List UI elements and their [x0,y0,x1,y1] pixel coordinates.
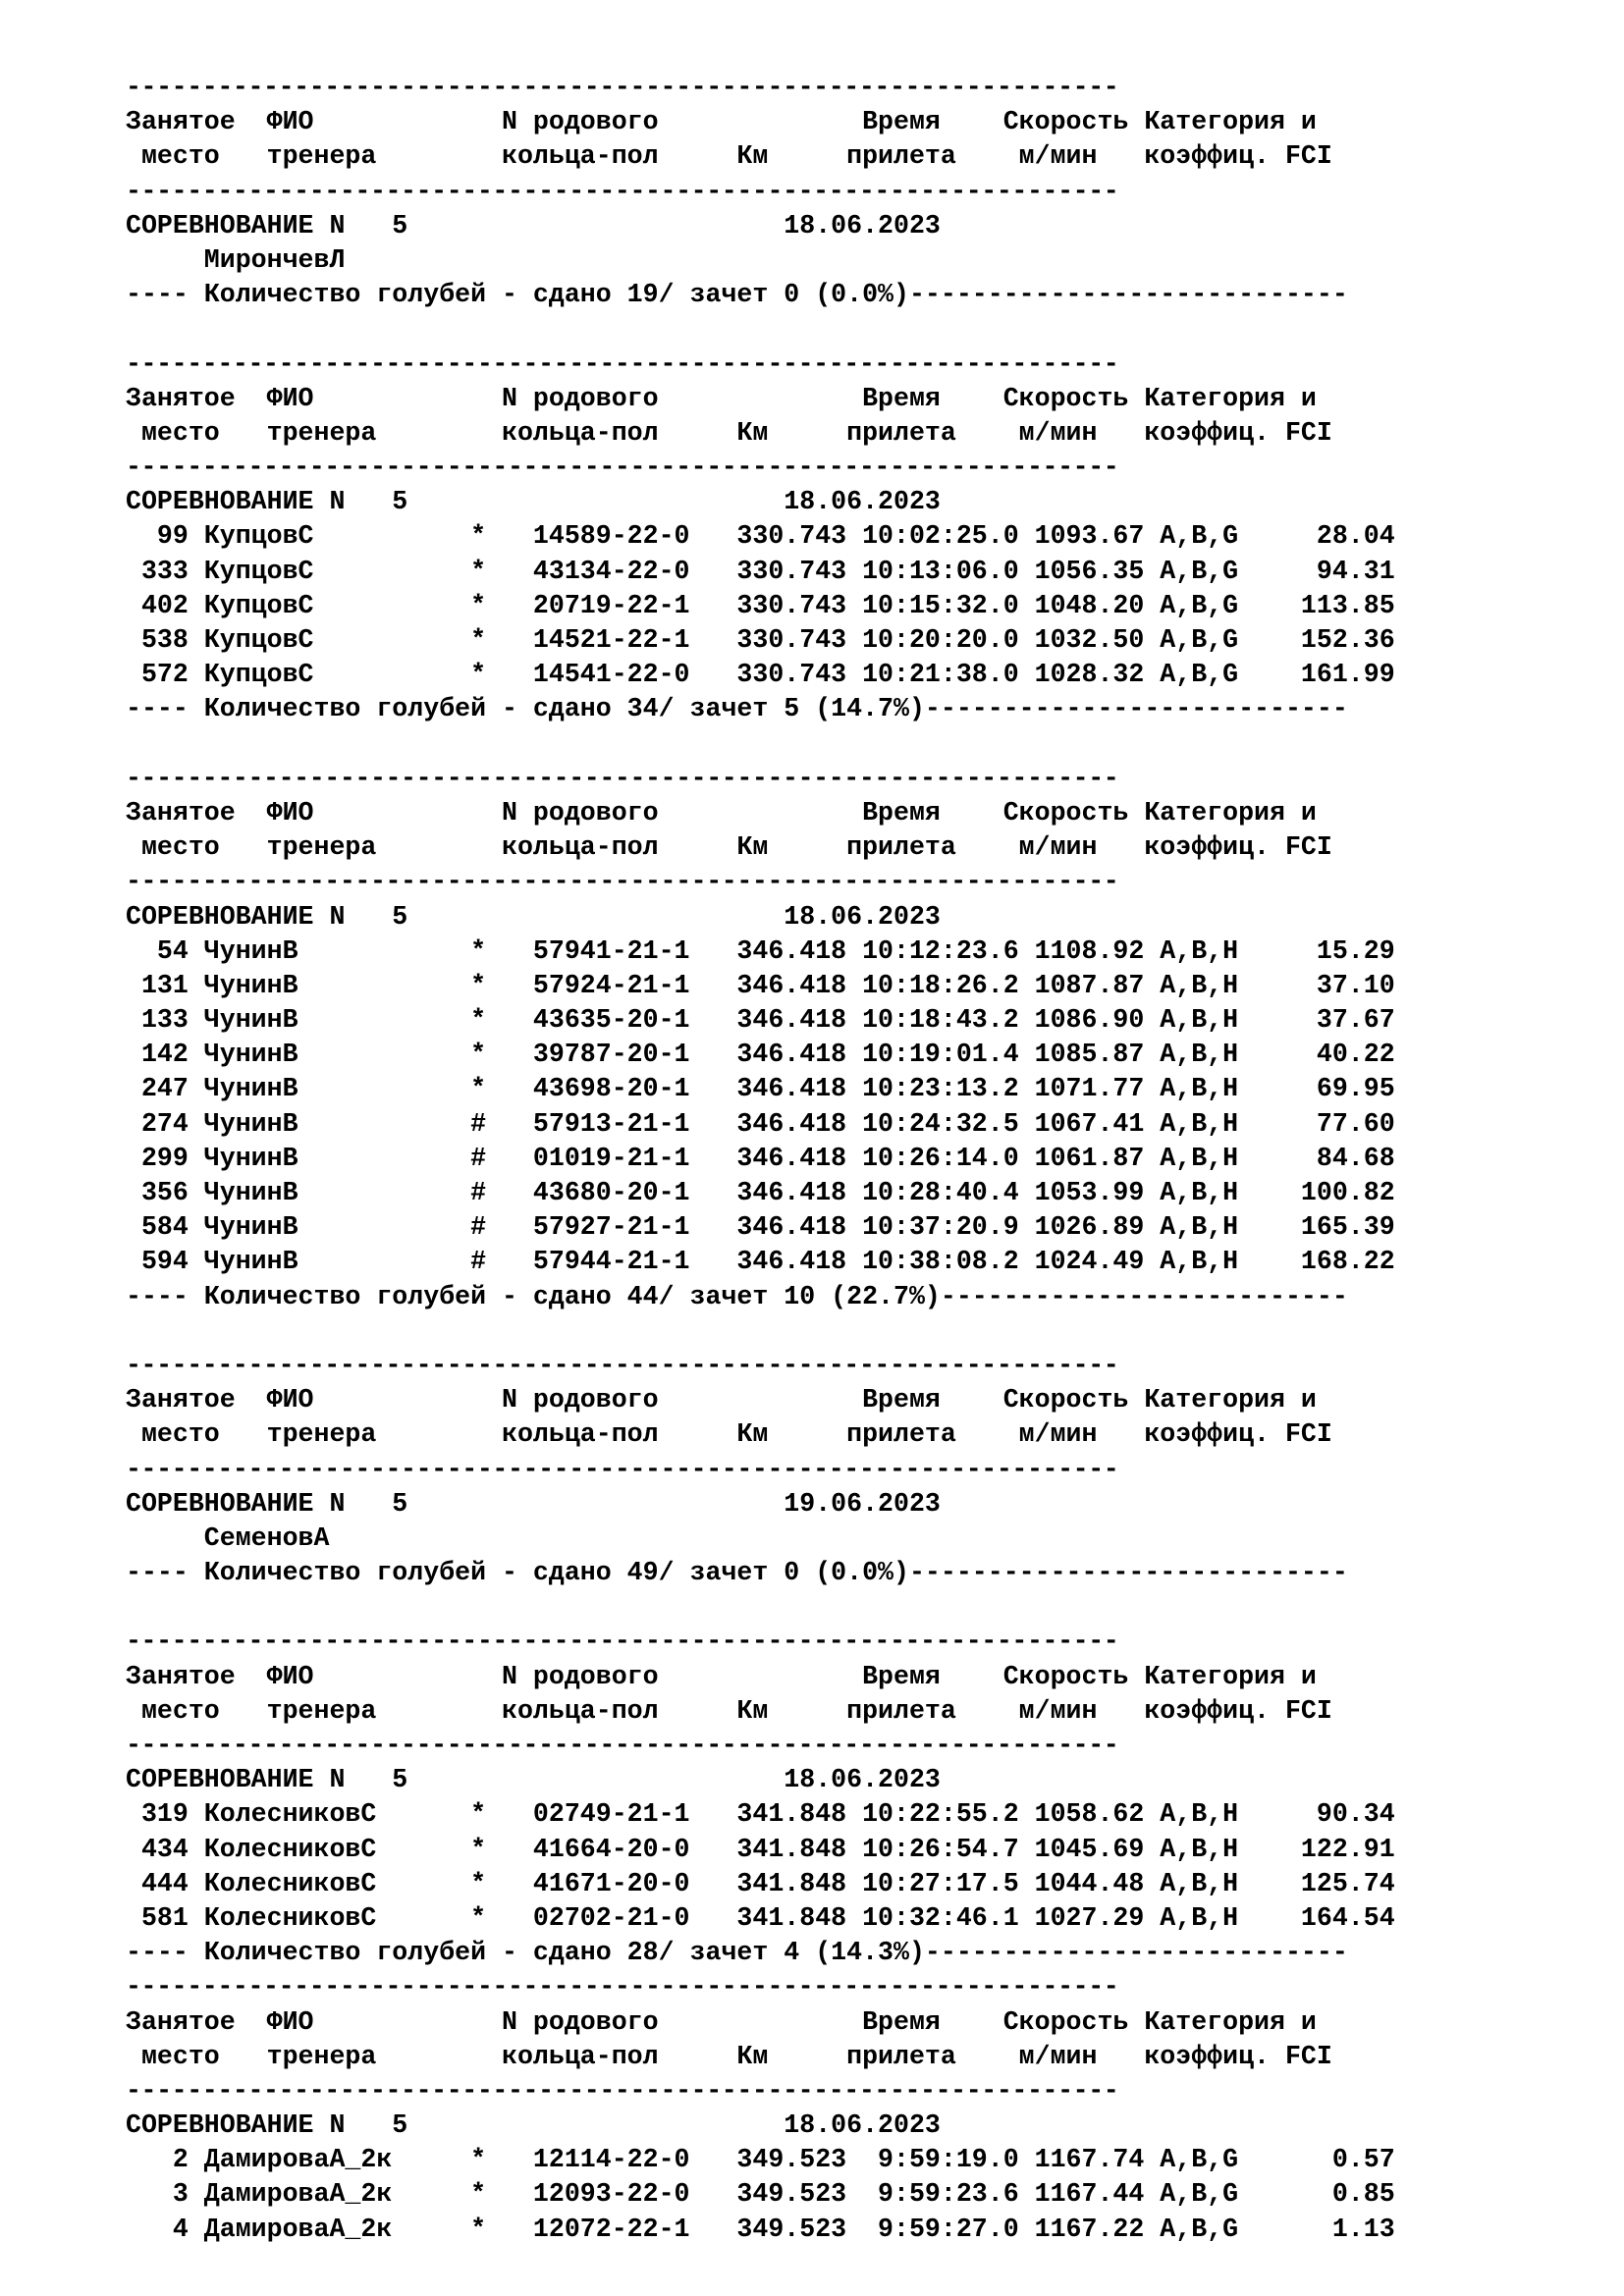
separator-line: ----------------------------------------------------------------- [126,176,1119,206]
separator-line: ----------------------------------------------------------------- [126,1627,1119,1657]
result-row: 133 ЧунинВ * 43635-20-1 346.418 10:18:43.2 1086.90 A,B,H 37.67 [126,1005,1395,1036]
result-row: 54 ЧунинВ * 57941-21-1 346.418 10:12:23.6 1108.92 A,B,H 15.29 [126,935,1395,966]
separator-line: ----------------------------------------------------------------- [126,1454,1119,1484]
result-row: 99 КупцовС * 14589-22-0 330.743 10:02:25.0 1093.67 A,B,G 28.04 [126,521,1395,552]
summary-line: ---- Количество голубей - сдано 44/ зачет 10 (22.7%)-------------------------- [126,1281,1348,1311]
summary-line: ---- Количество голубей - сдано 28/ зачет 4 (14.3%)--------------------------- [126,1938,1348,1968]
column-header-line: Занятое ФИО N родового Время Скорость Категория и [126,383,1317,413]
result-row: 584 ЧунинВ # 57927-21-1 346.418 10:37:20.9 1026.89 A,B,H 165.39 [126,1212,1395,1243]
competition-line: СОРЕВНОВАНИЕ N 5 18.06.2023 [126,2110,941,2141]
separator-line: ----------------------------------------------------------------- [126,1350,1119,1380]
separator-line: ----------------------------------------------------------------- [126,1731,1119,1760]
result-row: 4 ДамироваА_2к * 12072-22-1 349.523 9:59:27.0 1167.22 A,B,G 1.13 [126,2214,1395,2244]
blank-line [126,727,1598,762]
column-header-line: Занятое ФИО N родового Время Скорость Категория и [126,797,1317,828]
column-header-line: Занятое ФИО N родового Время Скорость Категория и [126,1661,1317,1691]
separator-line: ----------------------------------------------------------------- [126,73,1119,102]
column-header-line: место тренера кольца-пол Км прилета м/мин коэффиц. FCI [126,2041,1332,2071]
competition-line: СОРЕВНОВАНИЕ N 5 18.06.2023 [126,210,941,240]
summary-line: ---- Количество голубей - сдано 49/ зачет 0 (0.0%)---------------------------- [126,1558,1348,1588]
blank-line [126,312,1598,347]
result-row: 333 КупцовС * 43134-22-0 330.743 10:13:06.0 1056.35 A,B,G 94.31 [126,556,1395,586]
summary-line: ---- Количество голубей - сдано 34/ зачет 5 (14.7%)--------------------------- [126,694,1348,724]
result-row: 402 КупцовС * 20719-22-1 330.743 10:15:32.0 1048.20 A,B,G 113.85 [126,590,1395,620]
separator-line: ----------------------------------------------------------------- [126,867,1119,897]
column-header-line: Занятое ФИО N родового Время Скорость Категория и [126,2006,1317,2037]
column-header-line: место тренера кольца-пол Км прилета м/мин коэффиц. FCI [126,1419,1332,1450]
result-row: 2 ДамироваА_2к * 12114-22-0 349.523 9:59:19.0 1167.74 A,B,G 0.57 [126,2145,1395,2175]
result-row: 3 ДамироваА_2к * 12093-22-0 349.523 9:59:23.6 1167.44 A,B,G 0.85 [126,2179,1395,2210]
separator-line: ----------------------------------------------------------------- [126,763,1119,793]
summary-line: ---- Количество голубей - сдано 19/ зачет 0 (0.0%)---------------------------- [126,280,1348,310]
column-header-line: место тренера кольца-пол Км прилета м/мин коэффиц. FCI [126,1695,1332,1726]
result-row: 581 КолесниковС * 02702-21-0 341.848 10:32:46.1 1027.29 A,B,H 164.54 [126,1902,1395,1933]
blank-line [126,1590,1598,1625]
competition-line: СОРЕВНОВАНИЕ N 5 18.06.2023 [126,901,941,932]
column-header-line: Занятое ФИО N родового Время Скорость Категория и [126,107,1317,137]
result-row: 131 ЧунинВ * 57924-21-1 346.418 10:18:26.2 1087.87 A,B,H 37.10 [126,970,1395,1000]
competition-line: СОРЕВНОВАНИЕ N 5 19.06.2023 [126,1488,941,1519]
result-row: 434 КолесниковС * 41664-20-0 341.848 10:26:54.7 1045.69 A,B,H 122.91 [126,1834,1395,1864]
separator-line: ----------------------------------------------------------------- [126,2075,1119,2106]
result-row: 142 ЧунинВ * 39787-20-1 346.418 10:19:01.4 1085.87 A,B,H 40.22 [126,1040,1395,1070]
result-row: 299 ЧунинВ # 01019-21-1 346.418 10:26:14.0 1061.87 A,B,H 84.68 [126,1143,1395,1173]
separator-line: ----------------------------------------------------------------- [126,348,1119,379]
trainer-name-line: СеменовА [126,1522,330,1553]
column-header-line: Занятое ФИО N родового Время Скорость Категория и [126,1385,1317,1415]
column-header-line: место тренера кольца-пол Км прилета м/мин коэффиц. FCI [126,141,1332,172]
result-row: 247 ЧунинВ * 43698-20-1 346.418 10:23:13.2 1071.77 A,B,H 69.95 [126,1074,1395,1104]
result-row: 356 ЧунинВ # 43680-20-1 346.418 10:28:40.4 1053.99 A,B,H 100.82 [126,1178,1395,1207]
competition-line: СОРЕВНОВАНИЕ N 5 18.06.2023 [126,1765,941,1795]
column-header-line: место тренера кольца-пол Км прилета м/мин коэффиц. FCI [126,417,1332,448]
result-row: 444 КолесниковС * 41671-20-0 341.848 10:27:17.5 1044.48 A,B,H 125.74 [126,1868,1395,1898]
result-row: 594 ЧунинВ # 57944-21-1 346.418 10:38:08.2 1024.49 A,B,H 168.22 [126,1247,1395,1277]
trainer-name-line: МирончевЛ [126,244,346,275]
result-row: 274 ЧунинВ # 57913-21-1 346.418 10:24:32.5 1067.41 A,B,H 77.60 [126,1108,1395,1139]
separator-line: ----------------------------------------------------------------- [126,1972,1119,2002]
result-row: 538 КупцовС * 14521-22-1 330.743 10:20:20.0 1032.50 A,B,G 152.36 [126,625,1395,655]
race-results-report [126,71,1598,2247]
result-row: 572 КупцовС * 14541-22-0 330.743 10:21:38.0 1028.32 A,B,G 161.99 [126,660,1395,690]
competition-line: СОРЕВНОВАНИЕ N 5 18.06.2023 [126,487,941,517]
separator-line: ----------------------------------------------------------------- [126,453,1119,483]
result-row: 319 КолесниковС * 02749-21-1 341.848 10:22:55.2 1058.62 A,B,H 90.34 [126,1799,1395,1830]
column-header-line: место тренера кольца-пол Км прилета м/мин коэффиц. FCI [126,832,1332,863]
blank-line [126,1314,1598,1349]
